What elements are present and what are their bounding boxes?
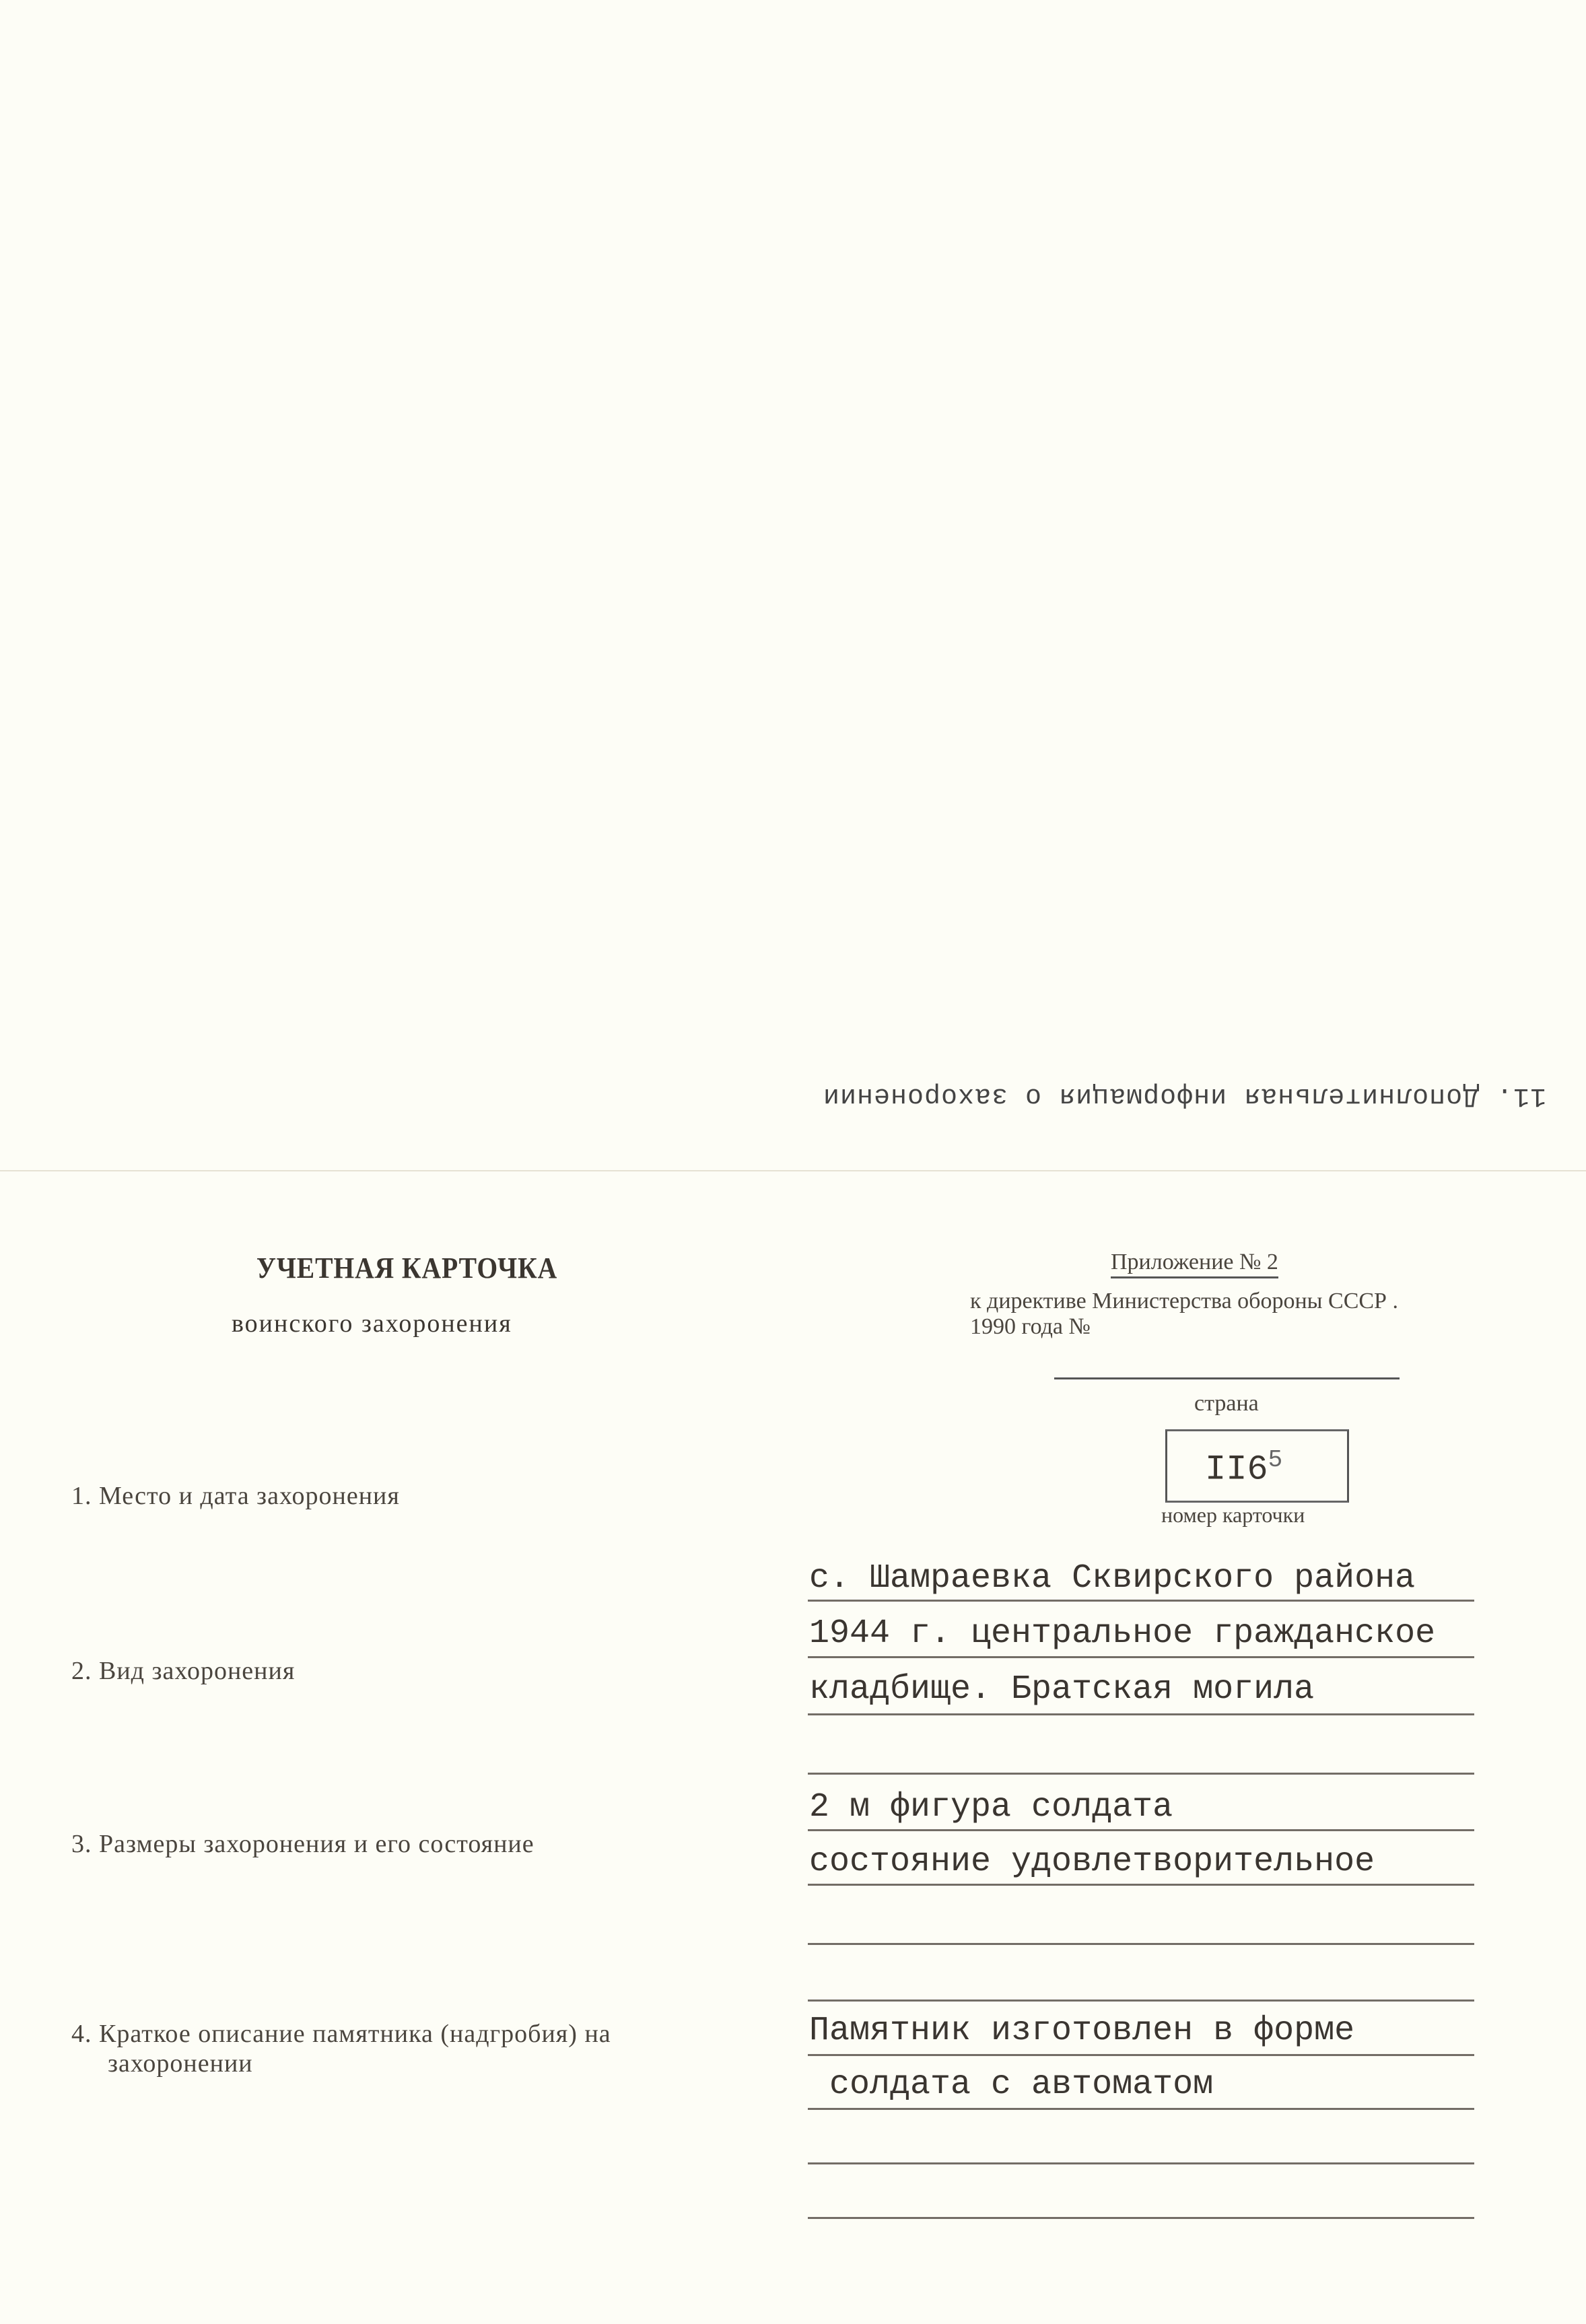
answer-line (808, 1656, 1474, 1658)
card-title: УЧЕТНАЯ КАРТОЧКА (256, 1252, 558, 1285)
card-number (1205, 1446, 1282, 1489)
typed-condition: состояние удовлетворительное (809, 1843, 1375, 1881)
card-number-label: номер карточки (1161, 1503, 1305, 1527)
appendix-label: Приложение № 2 (1111, 1250, 1278, 1278)
answer-line (808, 2162, 1474, 2164)
fold-line (0, 1170, 1586, 1171)
field-label-size-condition: 3. Размеры захоронения и его состояние (71, 1830, 535, 1858)
card-number-suffix: 5 (1268, 1446, 1283, 1474)
answer-line (808, 2108, 1474, 2110)
answer-line (808, 2000, 1474, 2002)
answer-line (808, 1884, 1474, 1886)
field-label-place-date: 1. Место и дата захоронения (71, 1482, 400, 1510)
typed-monument-line-1: Памятник изготовлен в форме (809, 2012, 1355, 2050)
answer-line (808, 2217, 1474, 2219)
answer-line (808, 1600, 1474, 1602)
directive-line-1: к директиве Министерства обороны СССР . (970, 1289, 1398, 1313)
field-label-monument-desc-2: захоронении (108, 2049, 253, 2078)
field-label-monument-desc: 4. Краткое описание памятника (надгробия) на (71, 2020, 611, 2048)
typed-size: 2 м фигура солдата (809, 1788, 1173, 1826)
back-side-heading: 11. Дополнительная информация о захоронении (823, 1081, 1547, 1111)
answer-line (808, 1829, 1474, 1831)
directive-line-2: 1990 года № (970, 1314, 1091, 1339)
country-label: страна (1194, 1391, 1259, 1416)
typed-place-line-2: 1944 г. центральное гражданское (809, 1614, 1436, 1653)
card-number-value: II6 (1205, 1449, 1268, 1490)
answer-line (808, 1713, 1474, 1715)
typed-place-line-1: с. Шамраевка Сквирского района (809, 1559, 1416, 1598)
country-line (1054, 1377, 1400, 1379)
typed-burial-type: кладбище. Братская могила (809, 1670, 1315, 1709)
card-subtitle: воинского захоронения (232, 1309, 512, 1338)
answer-line (808, 1943, 1474, 1945)
answer-line (808, 2054, 1474, 2056)
field-label-burial-type: 2. Вид захоронения (71, 1657, 296, 1685)
typed-monument-line-2: солдата с автоматом (809, 2065, 1214, 2104)
answer-line (808, 1773, 1474, 1775)
